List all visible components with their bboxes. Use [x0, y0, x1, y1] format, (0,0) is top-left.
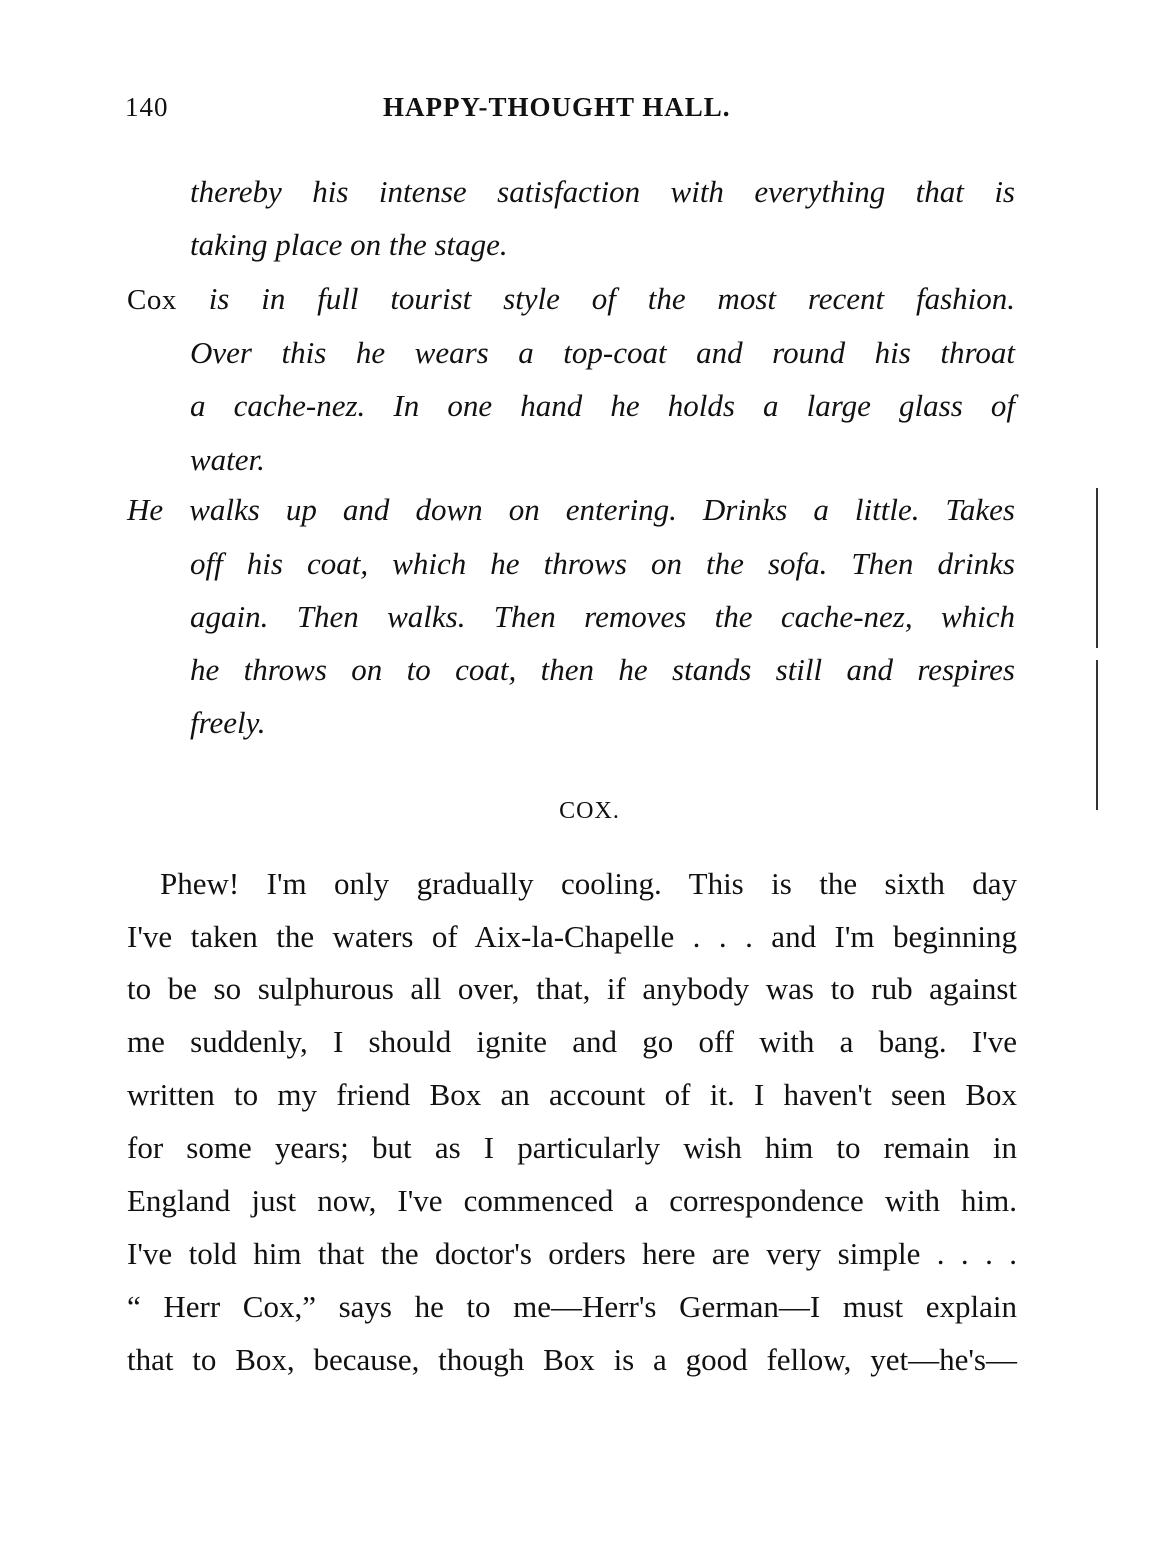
speech-line: written to my friend Box an account of it. I haven't seen Box [127, 1077, 1017, 1112]
speaker-heading: COX. [559, 798, 620, 824]
stage-direction-line [127, 283, 1015, 315]
speaker-name: Cox [127, 284, 177, 316]
stage-direction-text: is in full tourist style of the most recent fashion. [208, 281, 1016, 316]
speech-line: for some years; but as I particularly wish him to remain in [127, 1130, 1017, 1165]
running-title: HAPPY-THOUGHT HALL. [383, 92, 731, 122]
stage-direction-line: thereby his intense satisfaction with everything that is [190, 174, 1015, 209]
scan-margin-rule [1096, 488, 1098, 648]
stage-direction-line: again. Then walks. Then removes the cache-nez, which [190, 599, 1015, 634]
stage-direction-line: Over this he wears a top-coat and round his throat [190, 335, 1015, 370]
stage-direction-line: He walks up and down on entering. Drinks a little. Takes [127, 492, 1015, 527]
speech-line: that to Box, because, though Box is a good fellow, yet—he's— [127, 1342, 1017, 1377]
stage-direction-line: water. [190, 442, 265, 477]
stage-direction-line: off his coat, which he throws on the sofa. Then drinks [190, 546, 1015, 581]
stage-direction-line: a cache-nez. In one hand he holds a large glass of [190, 388, 1015, 423]
running-head [125, 92, 1020, 132]
speech-line: to be so sulphurous all over, that, if anybody was to rub against [127, 971, 1017, 1006]
page-number: 140 [125, 92, 169, 122]
speech-line: Phew! I'm only gradually cooling. This is the sixth day [160, 866, 1017, 901]
stage-direction-line: freely. [190, 705, 266, 740]
speech-line: me suddenly, I should ignite and go off with a bang. I've [127, 1024, 1017, 1059]
stage-direction-line: taking place on the stage. [190, 227, 508, 262]
scan-margin-rule [1096, 660, 1098, 810]
speech-line: England just now, I've commenced a correspondence with him. [127, 1183, 1017, 1218]
speech-line: I've taken the waters of Aix-la-Chapelle . . . and I'm beginning [127, 919, 1017, 954]
speech-line: “ Herr Cox,” says he to me—Herr's German—I must explain [127, 1289, 1017, 1324]
speech-line: I've told him that the doctor's orders here are very simple . . . . [127, 1236, 1017, 1271]
stage-direction-line: he throws on to coat, then he stands still and respires [190, 652, 1015, 687]
